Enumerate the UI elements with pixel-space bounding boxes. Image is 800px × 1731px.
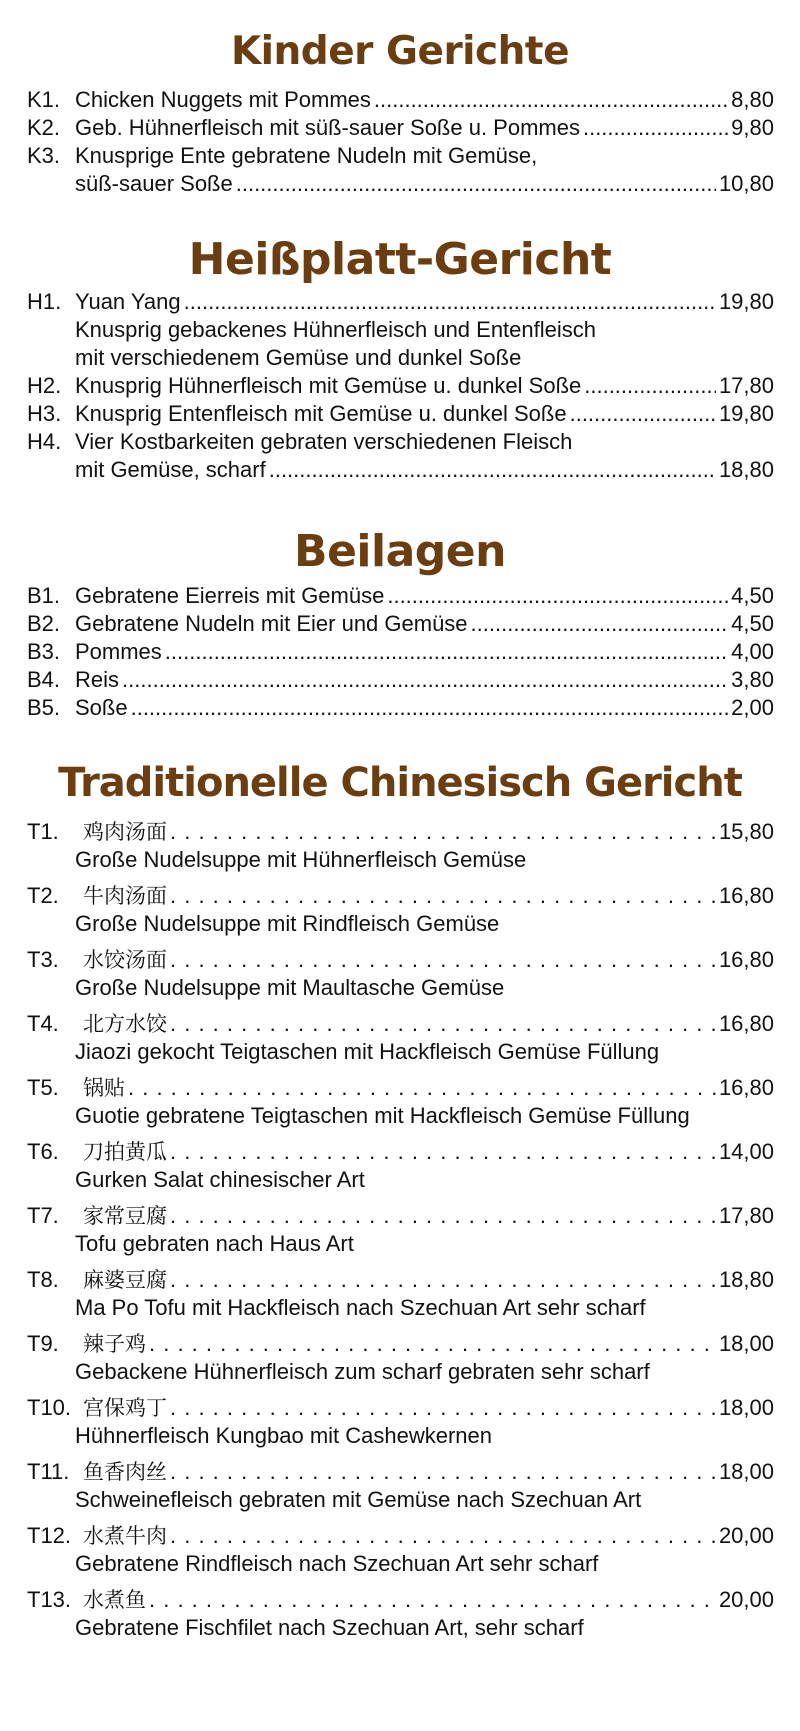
item-code: T9. [27, 1331, 59, 1356]
item-description: Schweinefleisch gebraten mit Gemüse nach Szechuan Art [75, 1487, 642, 1512]
item-code: T3. [27, 947, 59, 972]
item-price: 3,80 [731, 667, 774, 692]
item-name: Knusprig Entenfleisch mit Gemüse u. dunkel Soße [75, 401, 567, 426]
leader-dots [170, 1138, 716, 1166]
menu-item [27, 1330, 774, 1386]
leader-dots [184, 288, 716, 316]
menu-item [27, 142, 774, 198]
item-price: 16,80 [718, 947, 774, 972]
item-code: K1. [27, 87, 61, 112]
leader-dots [170, 882, 716, 910]
item-description: Gebratene Fischfilet nach Szechuan Art, sehr scharf [75, 1615, 584, 1640]
item-name: Soße [75, 695, 128, 720]
item-name: Vier Kostbarkeiten gebraten verschiedenen Fleisch [75, 429, 573, 454]
leader-dots [236, 170, 716, 198]
item-code: H3. [27, 401, 62, 426]
leader-dots [584, 372, 716, 400]
leader-dots [570, 400, 716, 428]
item-code: T6. [27, 1139, 59, 1164]
menu-item [27, 694, 774, 722]
item-name: Geb. Hühnerfleisch mit süß-sauer Soße u. Pommes [75, 115, 580, 140]
item-description: Gurken Salat chinesischer Art [75, 1167, 365, 1192]
item-price: 16,80 [718, 883, 774, 908]
item-description: Tofu gebraten nach Haus Art [75, 1231, 354, 1256]
item-name-chinese: 辣子鸡 [83, 1332, 146, 1356]
item-name: Reis [75, 667, 120, 692]
item-name-chinese: 鱼香肉丝 [83, 1460, 167, 1484]
item-price: 16,80 [718, 1075, 774, 1100]
item-name-chinese: 北方水饺 [83, 1012, 167, 1036]
section-heissplatt [27, 288, 774, 484]
item-price: 20,00 [718, 1587, 774, 1612]
item-name-chinese: 牛肉汤面 [83, 884, 167, 908]
menu-item [27, 1394, 774, 1450]
item-price: 4,50 [731, 611, 774, 636]
item-description: Gebackene Hühnerfleisch zum scharf gebraten sehr scharf [75, 1359, 650, 1384]
item-price: 18,80 [718, 457, 774, 482]
item-code: B3. [27, 639, 61, 664]
item-description: Hühnerfleisch Kungbao mit Cashewkernen [75, 1423, 493, 1448]
item-price: 19,80 [718, 289, 774, 314]
item-price: 4,50 [731, 583, 774, 608]
item-code: B4. [27, 667, 61, 692]
item-name-chinese: 麻婆豆腐 [83, 1268, 167, 1292]
item-name-chinese: 水饺汤面 [83, 948, 167, 972]
leader-dots [170, 1394, 716, 1422]
menu-item [27, 428, 774, 484]
item-price: 14,00 [718, 1139, 774, 1164]
menu-item [27, 882, 774, 938]
item-code: H4. [27, 429, 62, 454]
item-code: H1. [27, 289, 62, 314]
menu-item [27, 666, 774, 694]
menu-item [27, 86, 774, 114]
item-code: T11. [27, 1459, 70, 1484]
item-price: 20,00 [718, 1523, 774, 1548]
item-price: 18,00 [718, 1459, 774, 1484]
section-kinder [27, 86, 774, 198]
menu-item [27, 638, 774, 666]
item-description: Gebratene Rindfleisch nach Szechuan Art sehr scharf [75, 1551, 599, 1576]
item-code: T8. [27, 1267, 59, 1292]
menu-item [27, 818, 774, 874]
menu-item [27, 1138, 774, 1194]
leader-dots [387, 582, 728, 610]
item-code: B5. [27, 695, 61, 720]
section-title-beilagen: Beilagen [294, 526, 506, 577]
menu-item [27, 1202, 774, 1258]
item-name-chinese: 鸡肉汤面 [83, 820, 167, 844]
leader-dots [149, 1586, 716, 1614]
item-code: T1. [27, 819, 59, 844]
leader-dots [122, 666, 728, 694]
item-description: Große Nudelsuppe mit Maultasche Gemüse [75, 975, 505, 1000]
item-price: 15,80 [718, 819, 774, 844]
leader-dots [269, 456, 716, 484]
item-code: B2. [27, 611, 61, 636]
menu-item [27, 400, 774, 428]
item-name-chinese: 水煮鱼 [83, 1588, 146, 1612]
item-name-continued: süß-sauer Soße [75, 171, 233, 196]
item-price: 2,00 [731, 695, 774, 720]
item-price: 10,80 [718, 171, 774, 196]
item-price: 16,80 [718, 1011, 774, 1036]
leader-dots [170, 818, 716, 846]
item-name-continued: mit Gemüse, scharf [75, 457, 266, 482]
menu-item [27, 1586, 774, 1642]
item-name: Yuan Yang [75, 289, 181, 314]
menu-item [27, 114, 774, 142]
section-beilagen [27, 582, 774, 722]
item-price: 19,80 [718, 401, 774, 426]
menu-item [27, 1458, 774, 1514]
item-description: Guotie gebratene Teigtaschen mit Hackfleisch Gemüse Füllung [75, 1103, 690, 1128]
item-name: Knusprig Hühnerfleisch mit Gemüse u. dunkel Soße [75, 373, 582, 398]
item-name-chinese: 锅贴 [83, 1076, 125, 1100]
leader-dots [131, 694, 729, 722]
item-code: T4. [27, 1011, 59, 1036]
leader-dots [583, 114, 728, 142]
leader-dots [165, 638, 728, 666]
section-title-traditionell: Traditionelle Chinesisch Gericht [58, 760, 742, 806]
menu-item [27, 1074, 774, 1130]
item-name-chinese: 水煮牛肉 [83, 1524, 167, 1548]
item-description: Ma Po Tofu mit Hackfleisch nach Szechuan Art sehr scharf [75, 1295, 646, 1320]
item-price: 8,80 [731, 87, 774, 112]
section-traditionell [27, 818, 774, 1650]
item-code: T7. [27, 1203, 59, 1228]
item-code: K3. [27, 143, 61, 168]
item-price: 18,00 [718, 1331, 774, 1356]
leader-dots [374, 86, 728, 114]
menu-item [27, 582, 774, 610]
menu-item [27, 946, 774, 1002]
leader-dots [149, 1330, 716, 1358]
item-name: Gebratene Eierreis mit Gemüse [75, 583, 385, 608]
item-name: Knusprige Ente gebratene Nudeln mit Gemüse, [75, 143, 538, 168]
leader-dots [471, 610, 729, 638]
leader-dots [170, 1010, 716, 1038]
item-code: T13. [27, 1587, 72, 1612]
item-description: Jiaozi gekocht Teigtaschen mit Hackfleisch Gemüse Füllung [75, 1039, 660, 1064]
leader-dots [170, 1458, 716, 1486]
leader-dots [170, 946, 716, 974]
item-price: 17,80 [718, 1203, 774, 1228]
item-name-chinese: 刀拍黄瓜 [83, 1140, 167, 1164]
menu-item [27, 288, 774, 372]
item-code: B1. [27, 583, 61, 608]
item-name-chinese: 家常豆腐 [83, 1204, 167, 1228]
leader-dots [170, 1202, 716, 1230]
item-description: Knusprig gebackenes Hühnerfleisch und Entenfleisch [75, 317, 596, 342]
section-title-heissplatt: Heißplatt-Gericht [188, 234, 612, 285]
item-code: T2. [27, 883, 59, 908]
item-price: 9,80 [731, 115, 774, 140]
item-code: K2. [27, 115, 61, 140]
leader-dots [128, 1074, 716, 1102]
item-code: T5. [27, 1075, 59, 1100]
item-description: Große Nudelsuppe mit Hühnerfleisch Gemüse [75, 847, 527, 872]
item-price: 18,80 [718, 1267, 774, 1292]
menu-item [27, 610, 774, 638]
item-name: Chicken Nuggets mit Pommes [75, 87, 371, 112]
item-price: 17,80 [718, 373, 774, 398]
section-title-kinder: Kinder Gerichte [230, 29, 570, 74]
leader-dots [170, 1266, 716, 1294]
menu-item [27, 1010, 774, 1066]
item-name-chinese: 宫保鸡丁 [83, 1396, 167, 1420]
item-description: Große Nudelsuppe mit Rindfleisch Gemüse [75, 911, 500, 936]
menu-item [27, 1266, 774, 1322]
item-name: Gebratene Nudeln mit Eier und Gemüse [75, 611, 468, 636]
item-description: mit verschiedenem Gemüse und dunkel Soße [75, 345, 522, 370]
menu-item [27, 1522, 774, 1578]
item-code: H2. [27, 373, 62, 398]
leader-dots [170, 1522, 716, 1550]
item-code: T12. [27, 1523, 72, 1548]
menu-item [27, 372, 774, 400]
item-code: T10. [27, 1395, 72, 1420]
item-name: Pommes [75, 639, 162, 664]
item-price: 4,00 [731, 639, 774, 664]
item-price: 18,00 [718, 1395, 774, 1420]
